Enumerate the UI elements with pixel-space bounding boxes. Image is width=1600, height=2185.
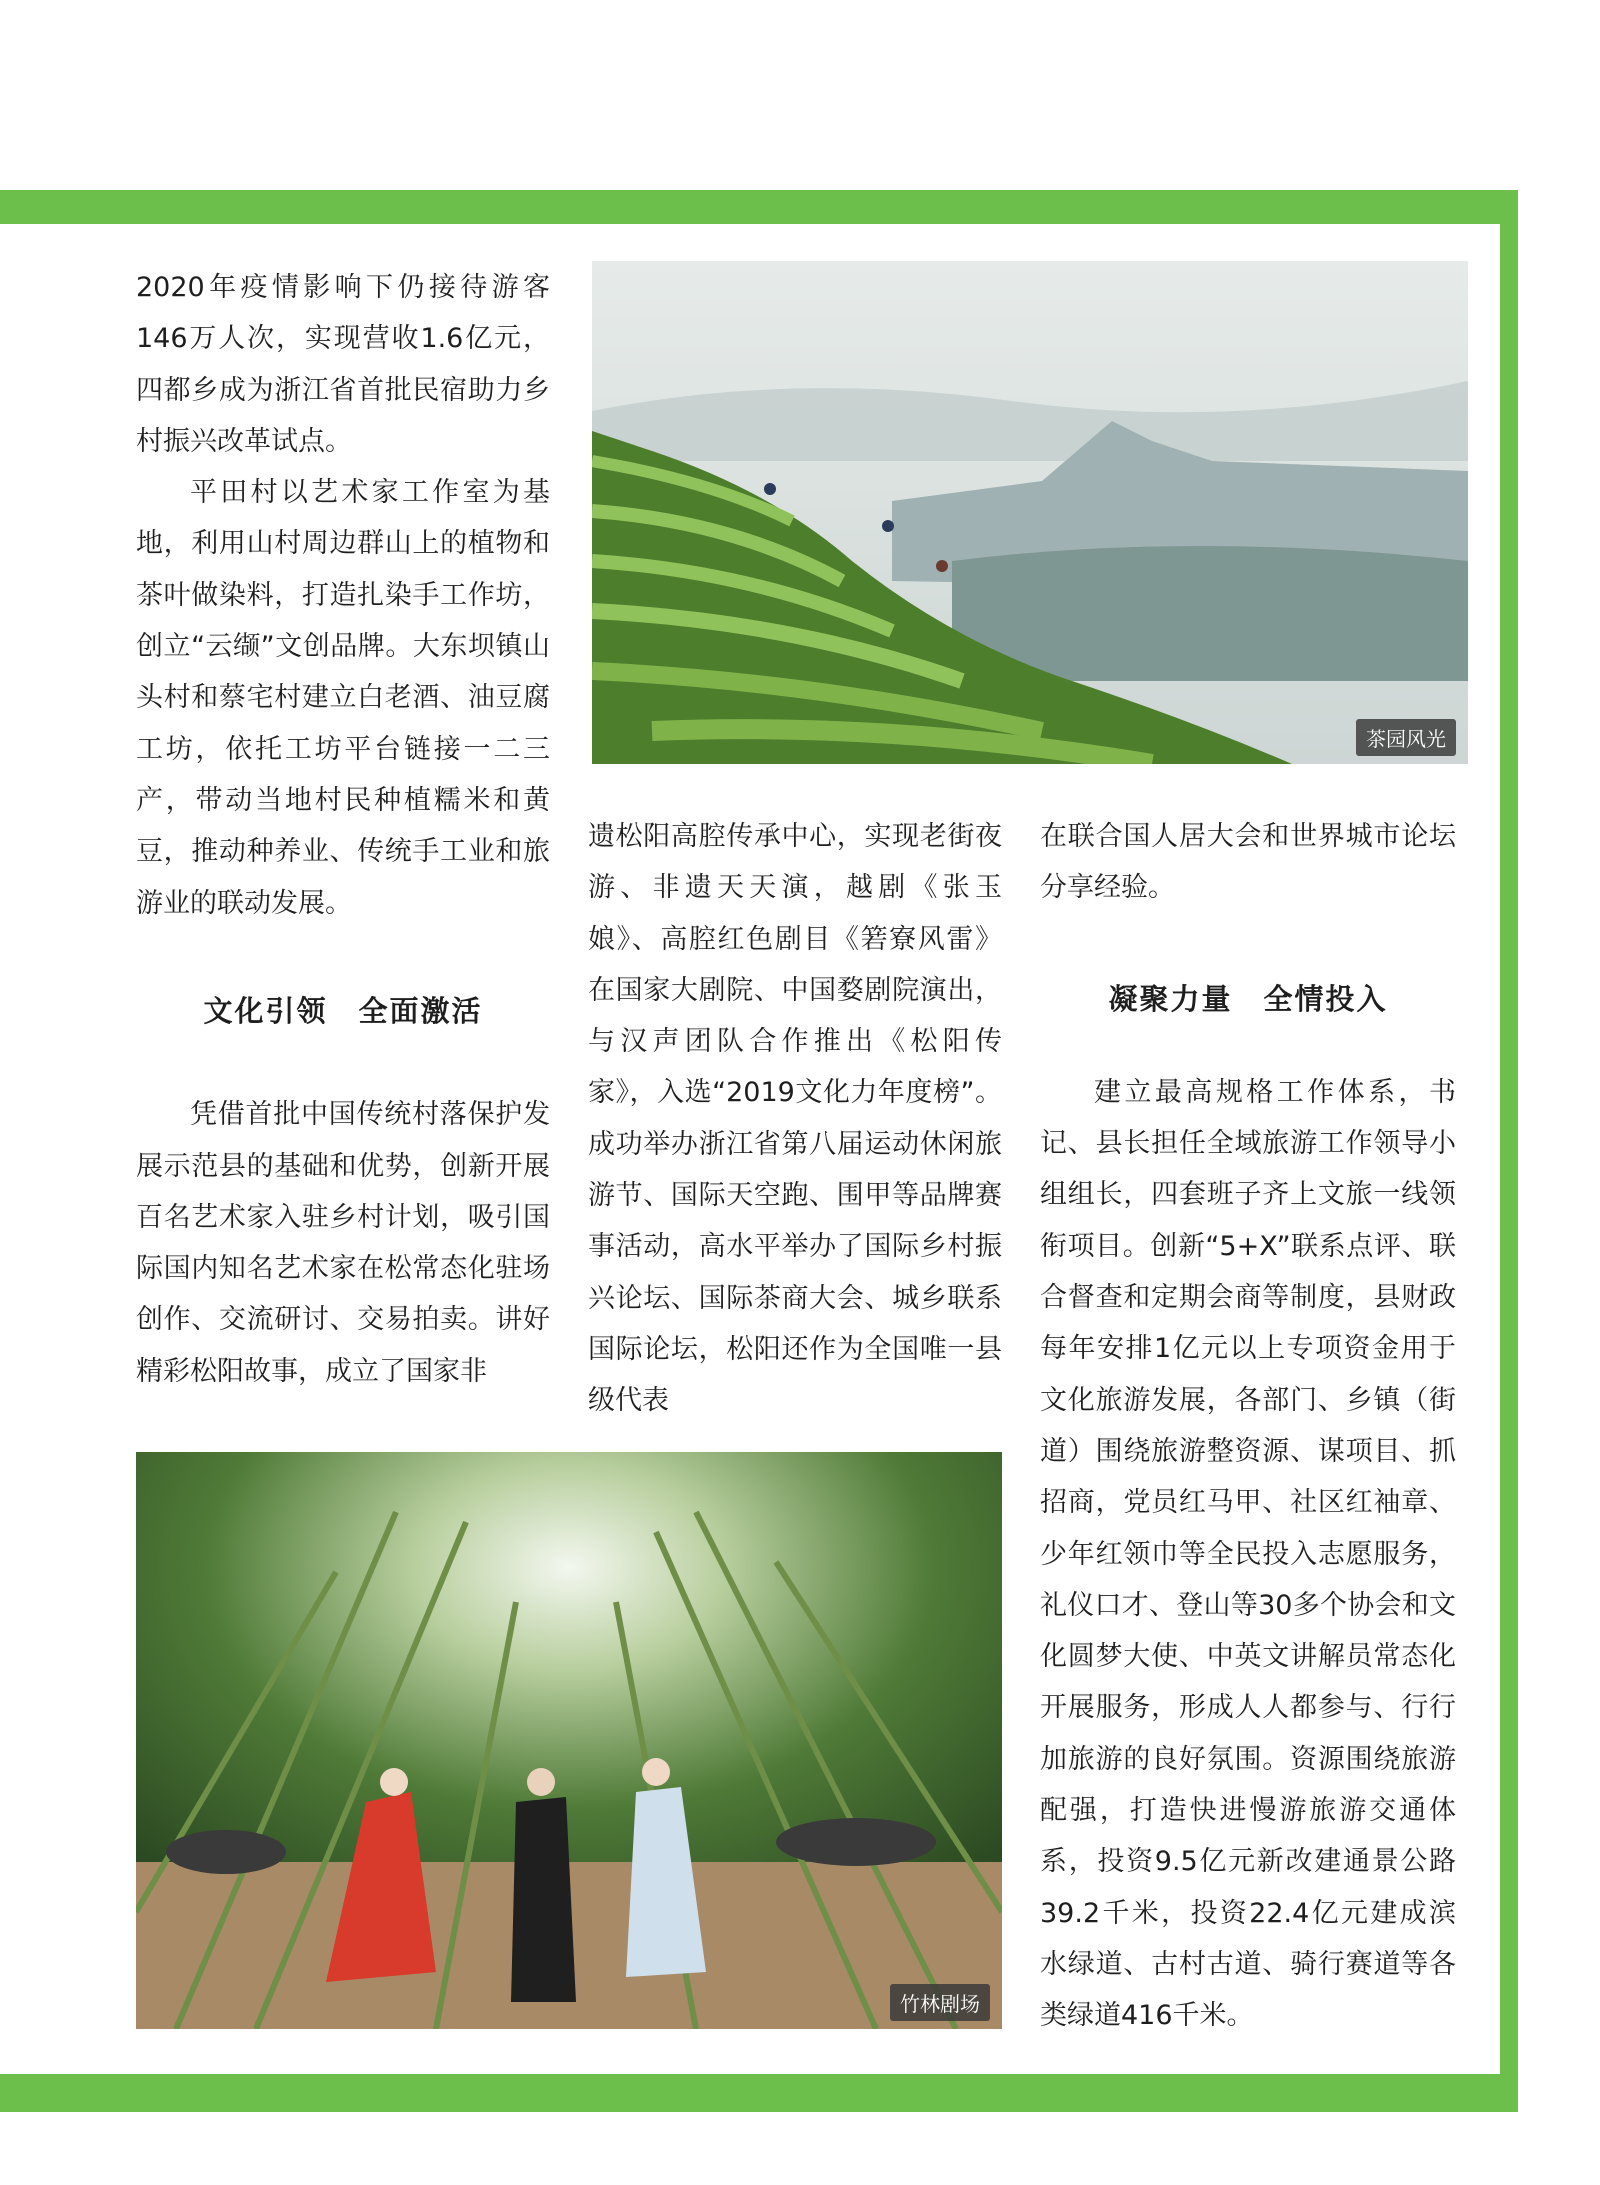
- section-heading-culture: 文化引领 全面激活: [203, 994, 483, 1028]
- section-culture: [136, 986, 550, 1397]
- photo-caption-tea: 茶园风光: [1356, 719, 1456, 756]
- col3-paragraph-1: 在联合国人居大会和世界城市论坛分享经验。: [1040, 821, 1456, 904]
- section1-paragraph: 凭借首批中国传统村落保护发展示范县的基础和优势，创新开展百名艺术家入驻乡村计划，吸引国际国内知名艺术家在松常态化驻场创作、交流研讨、交易拍卖。讲好精彩松阳故事，成立了国家非: [136, 1099, 550, 1387]
- column-2: [588, 811, 1002, 1427]
- photo-tea-garden: [592, 261, 1468, 764]
- col3-paragraph-2: 建立最高规格工作体系，书记、县长担任全域旅游工作领导小组组长，四套班子齐上文旅一线领衔项目。创新“5+X”联系点评、联合督查和定期会商等制度，县财政每年安排1亿元以上专项资金用于文化旅游发展，各部门、乡镇（街道）围绕旅游整资源、谋项目、抓招商，党员红马甲、社区红袖章、少年红领巾等全民投入志愿服务，礼仪口才、登山等30多个协会和文化圆梦大使、中英文讲解员常态化开展服务，形成人人都参与、行行加旅游的良好氛围。资源围绕旅游配强，打造快进慢游旅游交通体系，投资9.5亿元新改建通景公路39.2千米，投资22.4亿元建成滨水绿道、古村古道、骑行赛道等各类绿道416千米。: [1040, 1076, 1456, 2032]
- photo-caption-bamboo: 竹林剧场: [890, 1984, 990, 2021]
- frame-bottom-bar: [0, 2074, 1518, 2112]
- col2-paragraph: 遗松阳高腔传承中心，实现老街夜游、非遗天天演，越剧《张玉娘》、高腔红色剧目《箬寮风雷》在国家大剧院、中国婺剧院演出，与汉声团队合作推出《松阳传家》，入选“2019文化力年度榜”。成功举办浙江省第八届运动休闲旅游节、国际天空跑、围甲等品牌赛事活动，高水平举办了国际乡村振兴论坛、国际茶商大会、城乡联系国际论坛，松阳还作为全国唯一县级代表: [588, 821, 1002, 1417]
- photo-bamboo-theatre: [136, 1452, 1002, 2029]
- col1-paragraph-2: 平田村以艺术家工作室为基地，利用山村周边群山上的植物和茶叶做染料，打造扎染手工作坊，创立“云缬”文创品牌。大东坝镇山头村和蔡宅村建立白老酒、油豆腐工坊，依托工坊平台链接一二三产，带动当地村民种植糯米和黄豆，推动种养业、传统手工业和旅游业的联动发展。: [136, 477, 550, 919]
- col1-paragraph-1: 2020年疫情影响下仍接待游客146万人次，实现营收1.6亿元，四都乡成为浙江省首批民宿助力乡村振兴改革试点。: [136, 272, 550, 457]
- column-3: [1040, 811, 1456, 2042]
- section-heading-effort: 凝聚力量 全情投入: [1108, 981, 1388, 1016]
- frame-right-bar: [1500, 190, 1518, 2112]
- column-1-top: [136, 262, 550, 929]
- bamboo-theatre-image: [136, 1452, 1002, 2029]
- tea-garden-image: [592, 261, 1468, 764]
- frame-top-bar: [0, 190, 1518, 224]
